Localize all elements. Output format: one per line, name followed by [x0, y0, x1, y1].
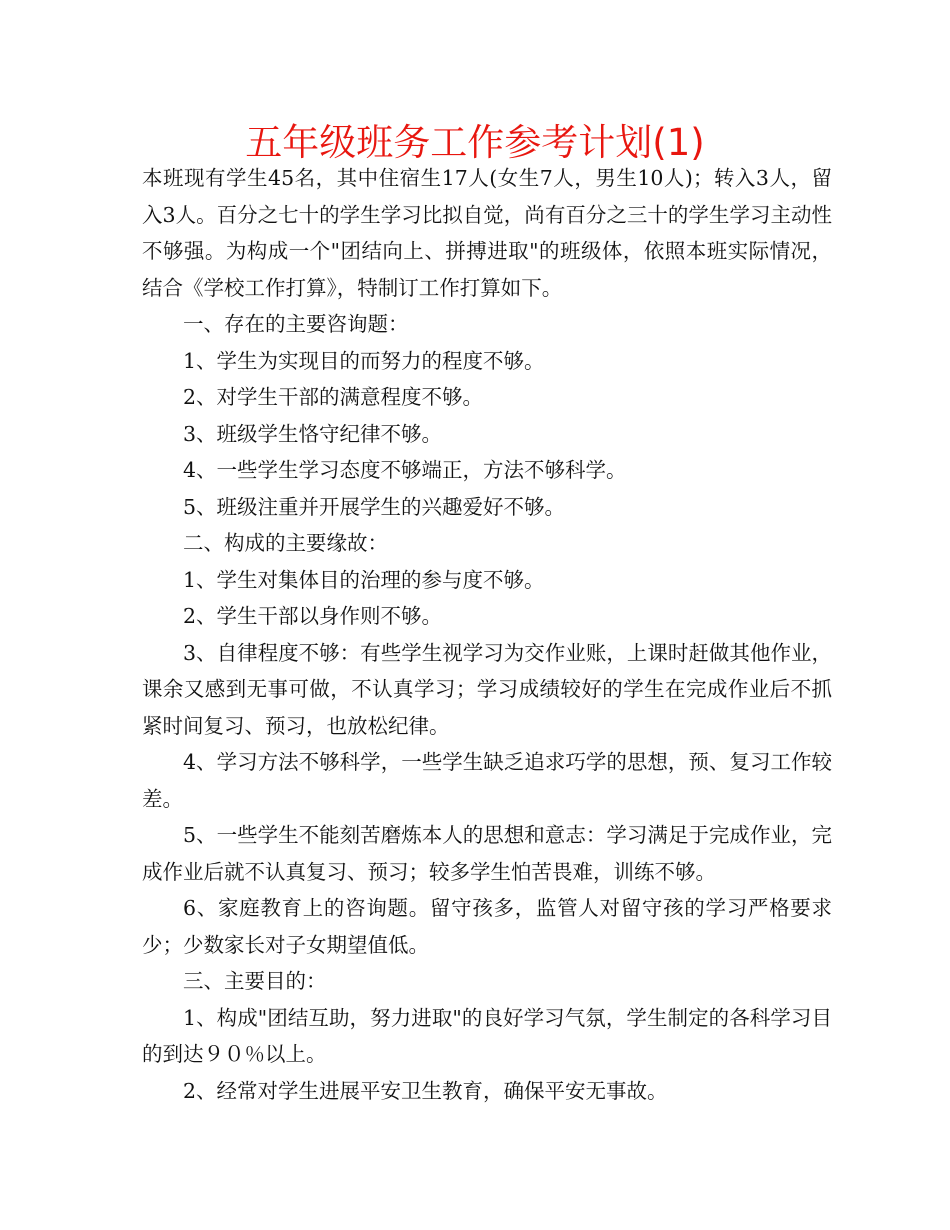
list-item: 4、一些学生学习态度不够端正，方法不够科学。: [183, 458, 627, 482]
section-heading-problems: 一、存在的主要咨询题：: [183, 312, 409, 336]
list-item: 1、学生对集体目的治理的参与度不够。: [183, 567, 545, 592]
list-item: 3、自律程度不够：有些学生视学习为交作业账，上课时赶做其他作业，课余又感到无事可做，不认真学习；学习成绩较好的学生在完成作业后不抓紧时间复习、预习，也放松纪律。: [142, 640, 832, 738]
list-item: 2、经常对学生进展平安卫生教育，确保平安无事故。: [183, 1078, 668, 1103]
list-item: 2、对学生干部的满意程度不够。: [183, 385, 484, 409]
list-item: 1、构成"团结互助，努力进取"的良好学习气氛，学生制定的各科学习目的到达９０％以上。: [142, 1005, 832, 1066]
section-heading-causes: 二、构成的主要缘故：: [183, 531, 388, 555]
list-item: 2、学生干部以身作则不够。: [183, 604, 443, 628]
list-item: 6、家庭教育上的咨询题。留守孩多，监管人对留守孩的学习严格要求少；少数家长对子女期望值低。: [142, 896, 832, 957]
document-body: [142, 160, 832, 1109]
list-item: 5、班级注重并开展学生的兴趣爱好不够。: [183, 494, 566, 519]
list-item: 5、一些学生不能刻苦磨炼本人的思想和意志：学习满足于完成作业，完成作业后就不认真复习、预习；较多学生怕苦畏难，训练不够。: [142, 823, 832, 884]
list-item: 4、学习方法不够科学，一些学生缺乏追求巧学的思想，预、复习工作较差。: [142, 750, 832, 811]
section-heading-goals: 三、主要目的：: [183, 969, 327, 993]
list-item: 1、学生为实现目的而努力的程度不够。: [183, 348, 545, 373]
document-title: 五年级班务工作参考计划(1): [245, 121, 705, 164]
paragraph-intro: 本班现有学生45名，其中住宿生17人(女生7人，男生10人)；转入3人，留入3人。百分之七十的学生学习比拟自觉，尚有百分之三十的学生学习主动性不够强。为构成一个"团结向上、拼搏进取"的班级体，依照本班实际情况，结合《学校工作打算》，特制订工作打算如下。: [142, 166, 832, 300]
list-item: 3、班级学生恪守纪律不够。: [183, 421, 443, 446]
